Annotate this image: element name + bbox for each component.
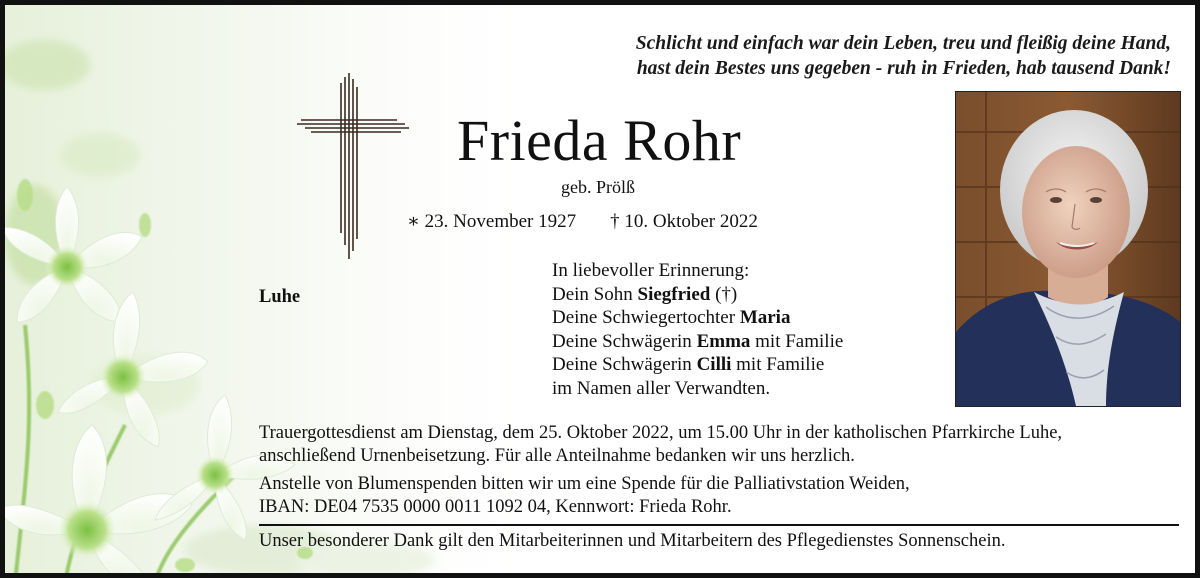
portrait-photo xyxy=(955,91,1181,407)
mourner-line xyxy=(552,283,843,307)
donation-line-1: Anstelle von Blumenspenden bitten wir um eine Spende für die Palliativstation Weiden, xyxy=(259,474,910,494)
special-thanks: Unser besonderer Dank gilt den Mitarbeiterinnen und Mitarbeitern des Pflegedienstes Sonnenschein. xyxy=(259,531,1006,551)
mourner-name: Maria xyxy=(739,307,791,328)
mourners-list xyxy=(552,259,843,400)
mourner-line xyxy=(552,306,843,330)
cross-icon xyxy=(297,73,409,259)
service-line-2: anschließend Urnenbeisetzung. Für alle Anteilnahme bedanken wir uns herzlich. xyxy=(259,445,855,466)
portrait-illustration xyxy=(956,92,1180,406)
mourner-name: Cilli xyxy=(696,354,732,375)
quote-line-2: hast dein Bestes uns gegeben - ruh in Frieden, hab tausend Dank! xyxy=(636,58,1171,79)
mourner-relation: Deine Schwägerin xyxy=(552,330,697,352)
mourner-name: Siegfried xyxy=(637,283,711,305)
mourners-closing: im Namen aller Verwandten. xyxy=(552,377,771,399)
quote-line-1: Schlicht und einfach war dein Leben, treu und fleißig deine Hand, xyxy=(635,33,1171,54)
mourner-line xyxy=(552,353,843,377)
birth-date: ∗ 23. November 1927 xyxy=(407,211,577,232)
mourner-relation: Deine Schwägerin xyxy=(552,354,697,375)
death-date: † 10. Oktober 2022 xyxy=(610,211,758,232)
memorial-quote xyxy=(636,31,1171,81)
service-line-1: Trauergottesdienst am Dienstag, dem 25. Oktober 2022, um 15.00 Uhr in der katholischen Pfarrkirche Luhe, xyxy=(259,423,1063,443)
life-dates xyxy=(407,210,758,233)
deceased-name: Frieda Rohr xyxy=(457,108,742,173)
mourner-suffix: (†) xyxy=(710,283,738,305)
maiden-name: geb. Prölß xyxy=(561,177,635,197)
mourner-relation: Dein Sohn xyxy=(552,283,638,305)
service-information xyxy=(259,422,1179,518)
mourners-intro: In liebevoller Erinnerung: xyxy=(552,260,750,281)
donation-line-2: IBAN: DE04 7535 0000 0011 1092 04, Kennwort: Frieda Rohr. xyxy=(259,496,732,517)
mourner-relation: Deine Schwiegertochter xyxy=(552,307,740,328)
mourner-line xyxy=(552,330,843,354)
mourner-suffix: mit Familie xyxy=(731,354,825,375)
place-name: Luhe xyxy=(259,287,301,307)
divider-line xyxy=(259,524,1179,526)
mourner-suffix: mit Familie xyxy=(750,330,844,352)
mourner-name: Emma xyxy=(696,330,751,352)
